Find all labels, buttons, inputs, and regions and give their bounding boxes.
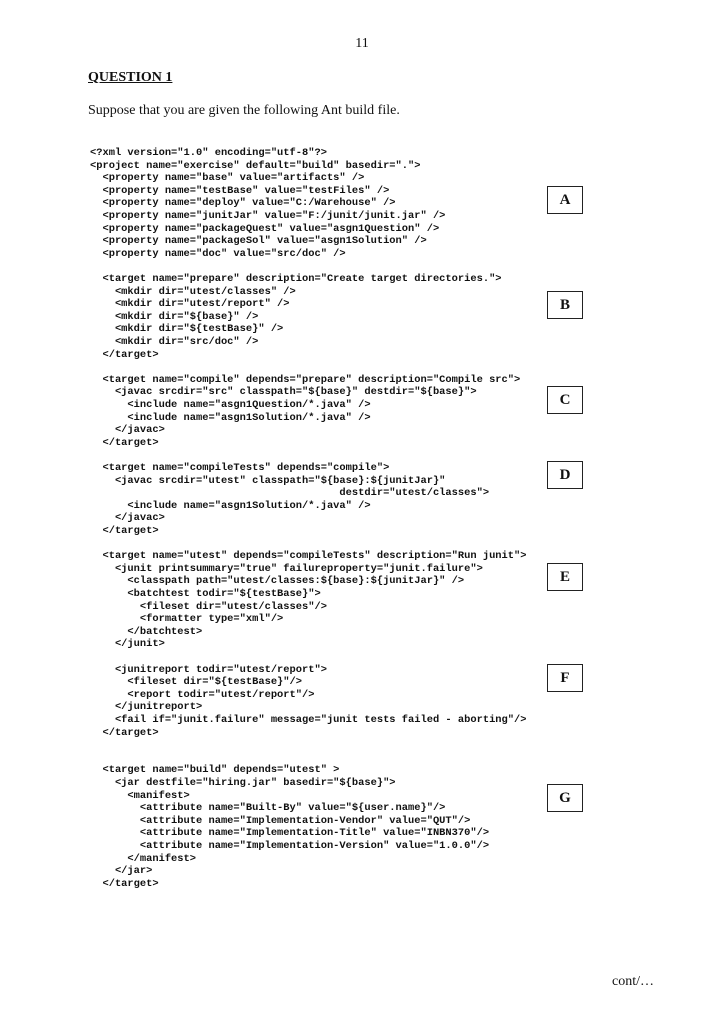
code-line: <javac srcdir="src" classpath="${base}" destdir="${base}"> — [90, 386, 477, 399]
label-box-e: E — [547, 563, 583, 591]
code-line: <include name="asgn1Solution/*.java" /> — [90, 499, 371, 512]
label-box-f: F — [547, 664, 583, 692]
code-line: <fileset dir="utest/classes"/> — [90, 600, 327, 613]
code-line: <property name="testBase" value="testFiles" /> — [90, 184, 390, 197]
code-line: <project name="exercise" default="build" basedir="."> — [90, 159, 421, 172]
code-line: <target name="prepare" description="Create target directories."> — [90, 273, 502, 285]
label-box-a: A — [547, 186, 583, 214]
code-line: </target> — [90, 436, 159, 449]
code-line: <include name="asgn1Question/*.java" /> — [90, 399, 371, 411]
code-line: <attribute name="Implementation-Version" value="1.0.0"/> — [90, 840, 490, 852]
code-line: <property name="base" value="artifacts" /> — [90, 172, 365, 185]
code-line: <target name="build" depends="utest" > — [90, 764, 340, 777]
code-line: </target> — [90, 348, 159, 361]
code-line: <manifest> — [90, 789, 190, 802]
code-line: <property name="doc" value="src/doc" /> — [90, 247, 346, 260]
continued-footer: cont/… — [612, 974, 654, 989]
label-box-c: C — [547, 386, 583, 414]
label-box-g: G — [547, 784, 583, 812]
code-line: <property name="packageSol" value="asgn1Solution" /> — [90, 235, 427, 248]
label-box-b: B — [547, 291, 583, 319]
code-line: <report todir="utest/report"/> — [90, 688, 315, 701]
code-line: <?xml version="1.0" encoding="utf-8"?> — [90, 147, 327, 159]
label-box-d: D — [547, 461, 583, 489]
code-line: <target name="utest" depends="compileTests" description="Run junit"> — [90, 550, 527, 563]
code-line: <javac srcdir="utest" classpath="${base}:${junitJar}" — [90, 474, 446, 487]
code-line: </javac> — [90, 424, 165, 437]
code-line: <mkdir dir="utest/report" /> — [90, 298, 290, 311]
question-intro: Suppose that you are given the following Ant build file. — [88, 103, 400, 118]
code-line: <mkdir dir="src/doc" /> — [90, 336, 259, 348]
code-line: <classpath path="utest/classes:${base}:${junitJar}" /> — [90, 575, 465, 588]
code-line: </javac> — [90, 512, 165, 525]
code-line: <junitreport todir="utest/report"> — [90, 663, 327, 676]
code-line: destdir="utest/classes"> — [90, 487, 490, 500]
code-line: <property name="deploy" value="C:/Warehouse" /> — [90, 197, 396, 210]
code-line: </junit> — [90, 638, 165, 651]
code-line: </manifest> — [90, 852, 197, 865]
code-line: <fail if="junit.failure" message="junit tests failed - aborting"/> — [90, 714, 527, 726]
code-line: </target> — [90, 525, 159, 537]
page-number: 11 — [355, 36, 369, 51]
code-line: <attribute name="Implementation-Vendor" value="QUT"/> — [90, 814, 471, 827]
code-line: <junit printsummary="true" failureproperty="junit.failure"> — [90, 562, 483, 575]
code-line: <mkdir dir="utest/classes" /> — [90, 285, 296, 298]
code-line: <formatter type="xml"/> — [90, 613, 284, 626]
code-line: <batchtest todir="${testBase}"> — [90, 588, 321, 600]
code-line: <include name="asgn1Solution/*.java" /> — [90, 411, 371, 424]
code-line: <attribute name="Implementation-Title" value="INBN370"/> — [90, 827, 490, 840]
code-line: </jar> — [90, 865, 153, 878]
code-line: <attribute name="Built-By" value="${user.name}"/> — [90, 802, 446, 815]
code-line: <target name="compile" depends="prepare" description="Compile src"> — [90, 373, 521, 386]
code-line: </target> — [90, 877, 159, 890]
question-heading: QUESTION 1 — [88, 70, 173, 85]
code-line: </target> — [90, 726, 159, 739]
code-line: <fileset dir="${testBase}"/> — [90, 676, 303, 689]
code-line: </junitreport> — [90, 701, 203, 714]
code-line: <mkdir dir="${testBase}" /> — [90, 323, 284, 336]
code-line: <property name="packageQuest" value="asgn1Question" /> — [90, 222, 440, 235]
code-line: <jar destfile="hiring.jar" basedir="${base}"> — [90, 777, 396, 789]
code-line: <target name="compileTests" depends="compile"> — [90, 462, 390, 474]
code-line: <property name="junitJar" value="F:/junit/junit.jar" /> — [90, 210, 446, 222]
code-line: <mkdir dir="${base}" /> — [90, 310, 259, 323]
code-line: </batchtest> — [90, 625, 203, 638]
